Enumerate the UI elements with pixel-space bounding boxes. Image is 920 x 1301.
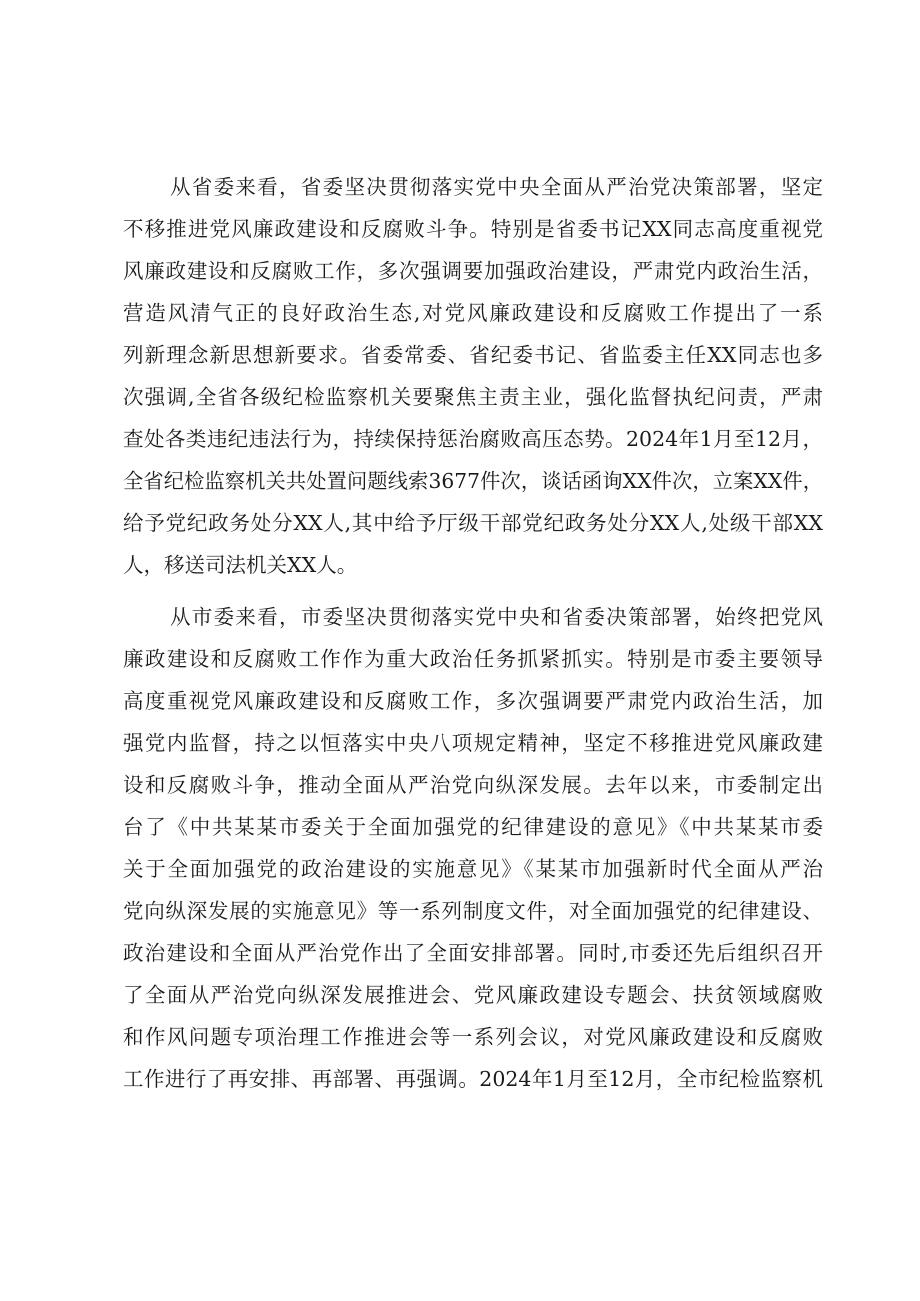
text-line: 了全面从严治党向纵深发展推进会、党风廉政建设专题会、扶贫领域腐败 [123, 983, 823, 1007]
text-line: 关于全面加强党的政治建设的实施意见》《某某市加强新时代全面从严治 [123, 857, 823, 881]
text-line: 人，移送司法机关XX人。 [123, 553, 358, 577]
text-line: 风廉政建设和反腐败工作，多次强调要加强政治建设，严肃党内政治生活， [123, 259, 823, 283]
text-line: 设和反腐败斗争，推动全面从严治党向纵深发展。去年以来，市委制定出 [123, 773, 823, 797]
text-line: 列新理念新思想新要求。省委常委、省纪委书记、省监委主任XX同志也多 [123, 343, 823, 367]
text-line: 政治建设和全面从严治党作出了全面安排部署。同时,市委还先后组织召开 [123, 941, 823, 965]
text-line: 和作风问题专项治理工作推进会等一系列会议，对党风廉政建设和反腐败 [123, 1025, 823, 1049]
text-line: 从省委来看，省委坚决贯彻落实党中央全面从严治党决策部署，坚定 [170, 175, 823, 199]
text-line: 从市委来看，市委坚决贯彻落实党中央和省委决策部署，始终把党风 [170, 605, 823, 629]
text-line: 台了《中共某某市委关于全面加强党的纪律建设的意见》《中共某某市委 [123, 815, 823, 839]
text-line: 工作进行了再安排、再部署、再强调。2024年1月至12月，全市纪检监察机 [123, 1067, 823, 1091]
text-line: 次强调,全省各级纪检监察机关要聚焦主责主业，强化监督执纪问责，严肃 [123, 385, 823, 409]
text-line: 给予党纪政务处分XX人,其中给予厅级干部党纪政务处分XX人,处级干部XX [123, 511, 823, 535]
text-line: 廉政建设和反腐败工作作为重大政治任务抓紧抓实。特别是市委主要领导 [123, 647, 823, 671]
text-line: 高度重视党风廉政建设和反腐败工作，多次强调要严肃党内政治生活，加 [123, 689, 823, 713]
text-line: 党向纵深发展的实施意见》等一系列制度文件，对全面加强党的纪律建设、 [123, 899, 823, 923]
text-line: 不移推进党风廉政建设和反腐败斗争。特别是省委书记XX同志高度重视党 [123, 217, 823, 241]
text-line: 营造风清气正的良好政治生态,对党风廉政建设和反腐败工作提出了一系 [123, 301, 823, 325]
text-line: 查处各类违纪违法行为，持续保持惩治腐败高压态势。2024年1月至12月， [123, 427, 823, 451]
text-line: 全省纪检监察机关共处置问题线索3677件次，谈话函询XX件次，立案XX件， [123, 469, 823, 493]
text-line: 强党内监督，持之以恒落实中央八项规定精神，坚定不移推进党风廉政建 [123, 731, 823, 755]
